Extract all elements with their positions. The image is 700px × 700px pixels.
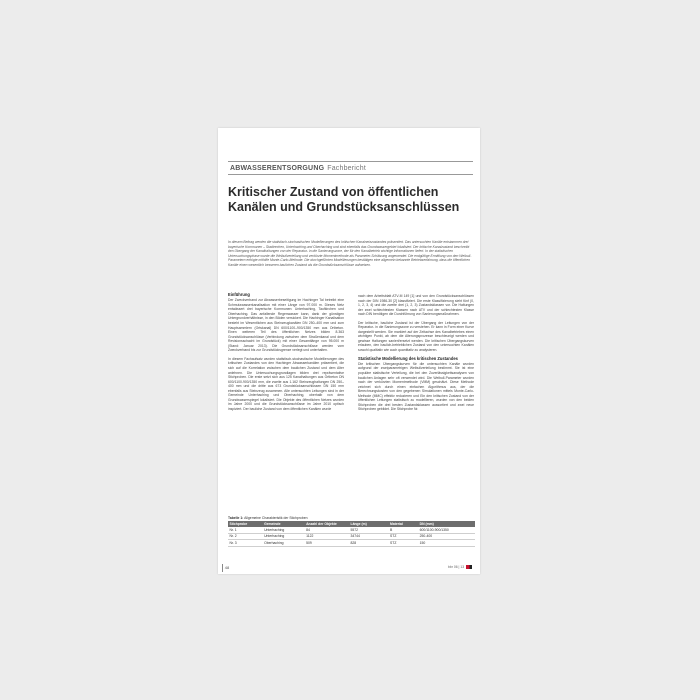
column-header: Stichprobe xyxy=(228,521,263,527)
table-cell: 509 xyxy=(305,540,349,546)
table-cell: 150 xyxy=(418,540,475,546)
table-row xyxy=(228,540,475,546)
table-cell: 5572 xyxy=(349,527,389,533)
heading-statistische-modellierung: Statistische Modellierung des kritischen Zustandes xyxy=(358,355,458,361)
paragraph: In diesem Fachaufsatz wurden statistisch-stochastische Modellierungen des kritischen Zustandes von den Hachinger Abwasserkanälen präsentiert, die sich auf die Korrelation zwischen dem baulichen Zustand und dem Alter anlehnen. Die Untersuchungsgrundlagen bilden drei repräsentative Stichproben. Die erste setzt sich aus 125 Kanalhaltungen aus Ortbeton DN 600/1100-900/1350 mm, die zweite aus 1.162 Steinzeughaltungen DN 250–400 mm und die dritte aus 673 Grundstücksanschlüssen DN 150 mm ebenfalls aus Steinzeug zusammen. Alle untersuchten Leitungen sind in der Gemeinde Unterhaching und Oberhaching, oberhalb von dem Grundwasserspiegel lokalisiert. Die Objekte des öffentlichen Netzes wurden im Jahre 2000 und die Grundstücksanschlüsse im Jahre 2010 optisch inspiziert. Der bauliche Zustand von dem öffentlichen Kanälen wurde xyxy=(228,356,344,411)
table-caption-label: Tabelle 1: xyxy=(228,516,244,520)
page-number-text: 48 xyxy=(224,565,230,571)
table-cell: 1122 xyxy=(305,533,349,539)
heading-einfuehrung: Einführung xyxy=(228,292,250,297)
table-cell: Nr. 3 xyxy=(228,540,263,546)
page-number xyxy=(222,564,229,572)
magazine-page xyxy=(218,128,480,574)
paragraph: Die kritischen Übergangskurven für die untersuchten Kanäle wurden aufgrund der zweiparametrigen Weibullverteilung bestimmt. Sie ist eine populäre statistische Verteilung, die bei den Zuverlässigkeitsanalysen von baulichen Anlagen sehr oft verwendet wird. Die Weibull-Parameter wurden nach der verkürzten Momentmethode (VMM) geschätzt. Diese Methode zeichnet sich durch einen einfachen Algorithmus aus, der die Berechnungskosten von den gegebenen Simulationen mittels Monte-Carlo-Methode (MMC) effektiv reduzieren und Ein den kritischen Zustand von der öffentlichen Leitungen statistisch zu modellieren, wurden von den beiden Stichproben die drei besten Zustandsklassen aussortiert und zwei neue Stichproben gebildet. Die Stichprobe Nr. xyxy=(358,361,474,412)
column-header: Gemeinde xyxy=(263,521,305,527)
table-caption xyxy=(228,516,468,520)
table-cell: 84 xyxy=(305,527,349,533)
table-cell: 250-400 xyxy=(418,533,475,539)
table-cell: Unterhaching xyxy=(263,533,305,539)
table-cell: 600/1100-900/1350 xyxy=(418,527,475,533)
table-cell: 828 xyxy=(349,540,389,546)
journal-footer xyxy=(448,565,472,569)
table-cell: 34744 xyxy=(349,533,389,539)
page-marker xyxy=(222,564,223,572)
table-cell: STZ xyxy=(389,533,419,539)
journal-issue: bbr 06 | 13 xyxy=(448,565,465,569)
paragraph: Der kritische, bauliche Zustand ist der Übergang der Leitungen von der Reparatur- in die Sanierungszone zu verstehen. Er kann in Form einer Kurve dargestellt werden. Sie markiert auf der Zeitachse des Kanalbetriebes einen wichtigen Punkt, ab dem die Alterungsprozesse beschleunigt werden und gewisse Haltungen saniert/ersetzt werden. Die kritischen Übergangskurven erlauben, den baulich-betrieblichen Zustand von den untersuchten Kanälen sowohl qualitativ wie auch quantitativ zu analysieren. xyxy=(358,320,474,353)
column-header: Länge (m) xyxy=(349,521,389,527)
paragraph: Der Zweckverband zur Abwasserbeseitigung im Hachinger Tal betreibt eine Schmutzwasserkanalisation mit einer Länge von 97.000 m. Dieses Netz entwässert drei bayerische Kommunen: Unterhaching, Taufkirchen und Oberhaching. Das anfallende Regenwasser kann, dank der günstigen Untergrundverhältnisse, in den Böden versickert. Die Hachinger Kanalisation besteht im Wesentlichen aus Steinzeugkanälen DN 250–400 mm und zum Hauptsammlern (Ortskanal) DN 600/1100–900/1350 mm aus Ortbeton. Einen weiteren Teil des öffentlichen Netzes bilden 8.363 Grundstücksanschlüsse (Verbindung zwischen dem Straßenkanal und dem Revisionsschacht im Grundstück) mit einer Gesamtlänge von 95.000 m (Stand: Januar 2013). Die Grundstücksanschlüsse werden vom Zweckverband bis zur Grundstücksgrenze verlegt und unterhalten. xyxy=(228,298,344,353)
table-cell: B xyxy=(389,527,419,533)
article-type: Fachbericht xyxy=(327,164,366,172)
table-caption-text: Allgemeine Charakteristik der Stichproben xyxy=(244,516,308,520)
data-table xyxy=(228,521,475,547)
table-cell: Nr. 1 xyxy=(228,527,263,533)
column-header: Anzahl der Objekte xyxy=(305,521,349,527)
table-cell: STZ xyxy=(389,540,419,546)
column-header: DN (mm) xyxy=(418,521,475,527)
left-column xyxy=(228,293,344,415)
right-column xyxy=(358,294,474,416)
table-cell: Nr. 2 xyxy=(228,533,263,539)
column-header: Material xyxy=(389,521,419,527)
table-cell: Oberhaching xyxy=(263,540,305,546)
journal-logo-icon xyxy=(466,565,472,569)
section-header xyxy=(228,161,473,175)
table-cell: Unterhaching xyxy=(263,527,305,533)
article-title: Kritischer Zustand von öffentlichen Kanälen und Grundstücksanschlüssen xyxy=(228,185,460,214)
abstract: In diesem Beitrag werden die statistisch-stochastischen Modellierungen des kritischen Kanalnetzzustandes präsentiert. Das untersuchten Kanäle entstammen drei bayerische Kommunen – Stadtrechen, Unterhaching und Oberhaching und sind ebenfalls das Grundwassergebiet lokalisiert. Der kritische Kanalzustand beschreibt den Übergang der Kanalhaltungen von der Reparatur- in die Sanierungszone, der für den Kanalbetrieb wichtige Informationen liefert. In der statistischen Untersuchungsphase wurde die Weibullverteilung und verkürzte Momentmethode als Parameter-Schätzung angewendet. Die endgültige Ermittlung von den Weibull-Parametern erfolgte mithilfe Monte-Carlo-Methode. Die durchgeführten Modellierungen bestätigen eine allgemein bekannte Betriebserfahrung, dass die öffentlichen Kanäle einen wesentlich besseren baulichen Zustand als die Grundstücksanschlüsse aufweisen. xyxy=(228,240,472,267)
section-label: ABWASSERENTSORGUNG xyxy=(230,164,325,172)
paragraph: nach dem Arbeitsblatt ATV-M 149 [1] und von den Grundstücksanschlüssen nach der DIN 1986-30 [2] klassifiziert. Die erste Klassifizierung sieht fünf (0, 1, 2, 3, 4) und die zweite drei (1, 2, 3) Zustandsklassen vor. Die Haltungen der zwei schlechtesten Klassen nach ATV und der schlechtesten Klasse nach DIN benötigen die Durchführung von Sanierungsmaßnahmen. xyxy=(358,294,474,317)
